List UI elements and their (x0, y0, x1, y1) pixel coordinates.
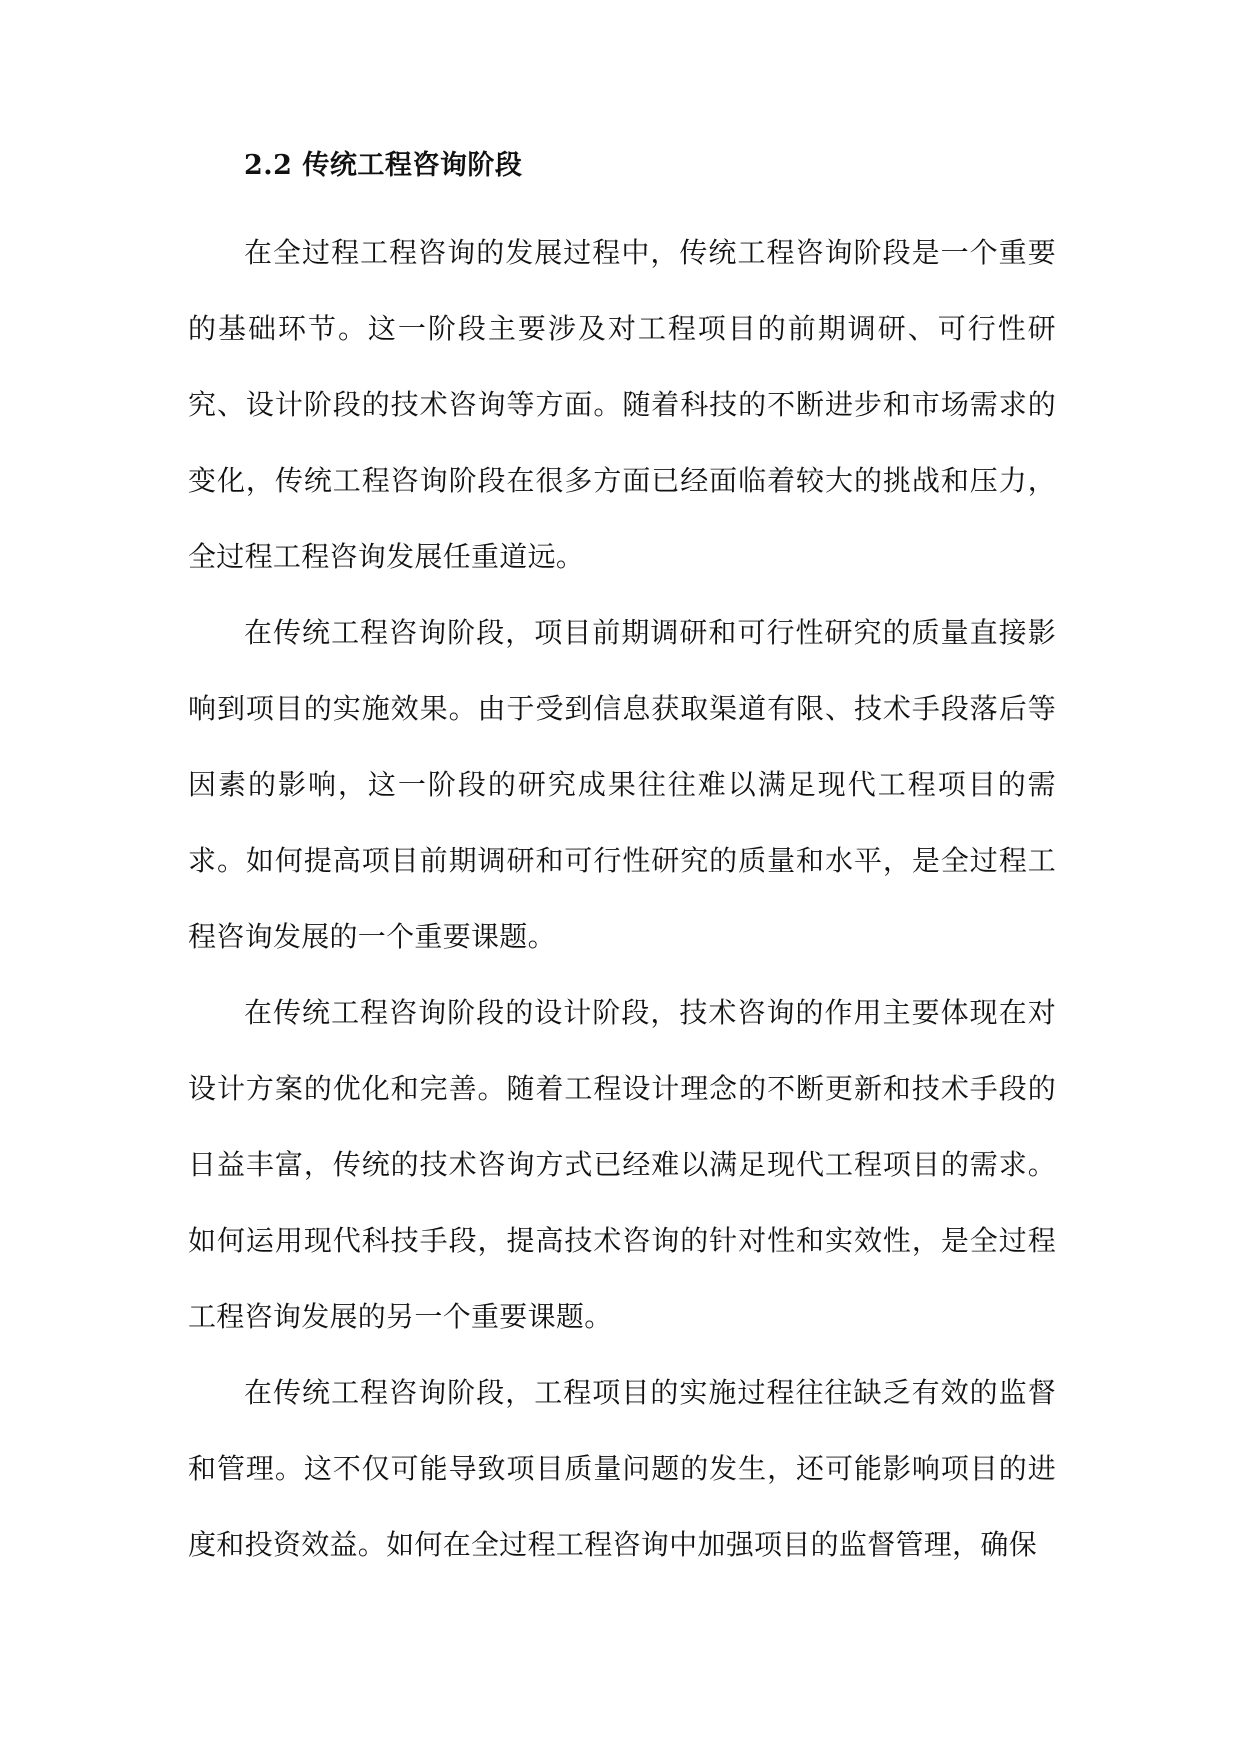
section-heading: 2.2 传统工程咨询阶段 (244, 150, 523, 181)
document-page (188, 140, 1056, 1583)
paragraph-3: 在传统工程咨询阶段的设计阶段，技术咨询的作用主要体现在对设计方案的优化和完善。随着工程设计理念的不断更新和技术手段的日益丰富，传统的技术咨询方式已经难以满足现代工程项目的需求。如何运用现代科技手段，提高技术咨询的针对性和实效性，是全过程工程咨询发展的另一个重要课题。 (188, 996, 1056, 1333)
paragraph-2: 在传统工程咨询阶段，项目前期调研和可行性研究的质量直接影响到项目的实施效果。由于受到信息获取渠道有限、技术手段落后等因素的影响，这一阶段的研究成果往往难以满足现代工程项目的需求。如何提高项目前期调研和可行性研究的质量和水平，是全过程工程咨询发展的一个重要课题。 (188, 616, 1056, 953)
paragraph-1: 在全过程工程咨询的发展过程中，传统工程咨询阶段是一个重要的基础环节。这一阶段主要涉及对工程项目的前期调研、可行性研究、设计阶段的技术咨询等方面。随着科技的不断进步和市场需求的变化，传统工程咨询阶段在很多方面已经面临着较大的挑战和压力，全过程工程咨询发展任重道远。 (188, 236, 1056, 573)
paragraph-4: 在传统工程咨询阶段，工程项目的实施过程往往缺乏有效的监督和管理。这不仅可能导致项目质量问题的发生，还可能影响项目的进度和投资效益。如何在全过程工程咨询中加强项目的监督管理，确保 (188, 1376, 1056, 1561)
